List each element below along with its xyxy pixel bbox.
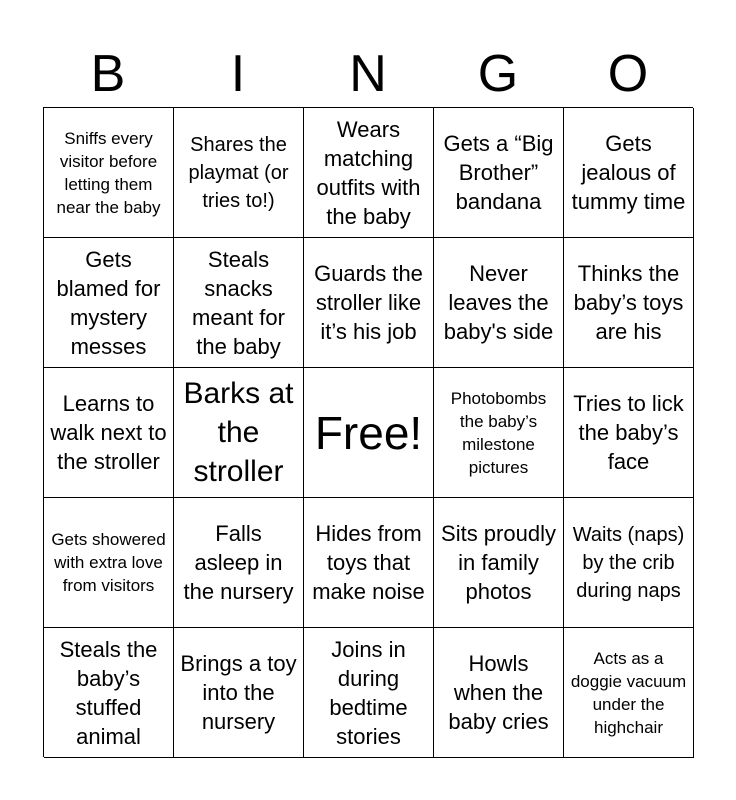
header-letter-g: G <box>477 45 519 103</box>
header-letter-o: O <box>607 45 649 103</box>
bingo-cell[interactable] <box>434 628 564 758</box>
bingo-cell[interactable] <box>44 108 174 238</box>
bingo-cell[interactable] <box>304 238 434 368</box>
cell-text: Howls when the baby cries <box>448 651 549 734</box>
cell-text: Shares the playmat (or tries to!) <box>188 133 289 212</box>
cell-text: Thinks the baby’s toys are his <box>573 261 684 344</box>
bingo-cell[interactable] <box>434 108 564 238</box>
bingo-cell[interactable] <box>174 108 304 238</box>
cell-text: Guards the stroller like it’s his job <box>314 261 423 344</box>
header-letter-b: B <box>90 45 126 103</box>
cell-text: Acts as a doggie vacuum under the highchair <box>570 648 687 737</box>
bingo-cell[interactable] <box>434 368 564 498</box>
cell-text: Photobombs the baby’s milestone pictures <box>450 388 547 477</box>
bingo-cell[interactable] <box>174 628 304 758</box>
bingo-header <box>43 40 693 108</box>
bingo-cell[interactable] <box>564 628 694 758</box>
cell-text: Gets a “Big Brother” bandana <box>443 131 554 214</box>
cell-text: Sits proudly in family photos <box>441 521 556 604</box>
bingo-cell[interactable] <box>434 238 564 368</box>
header-letter-i: I <box>230 45 246 103</box>
bingo-cell[interactable] <box>44 368 174 498</box>
cell-text: Never leaves the baby's side <box>443 261 554 344</box>
bingo-cell[interactable] <box>304 628 434 758</box>
cell-text: Joins in during bedtime stories <box>329 636 408 749</box>
bingo-grid <box>43 107 693 757</box>
cell-text: Gets blamed for mystery messes <box>56 246 161 359</box>
cell-text: Gets showered with extra love from visitors <box>51 530 166 595</box>
cell-text: Hides from toys that make noise <box>312 521 425 604</box>
free-space-text: Free! <box>314 406 423 459</box>
cell-text: Tries to lick the baby’s face <box>573 391 684 474</box>
cell-text: Gets jealous of tummy time <box>571 131 686 214</box>
bingo-cell[interactable] <box>564 108 694 238</box>
bingo-cell[interactable] <box>304 108 434 238</box>
bingo-cell[interactable] <box>564 238 694 368</box>
cell-text: Steals the baby’s stuffed animal <box>59 636 158 749</box>
bingo-cell[interactable] <box>564 368 694 498</box>
bingo-cell[interactable] <box>174 368 304 498</box>
cell-text: Steals snacks meant for the baby <box>192 246 285 359</box>
bingo-cell[interactable] <box>564 498 694 628</box>
bingo-cell[interactable] <box>174 498 304 628</box>
bingo-cell[interactable] <box>44 498 174 628</box>
header-letter-n: N <box>349 45 387 103</box>
bingo-cell[interactable] <box>44 238 174 368</box>
cell-text: Barks at the stroller <box>183 377 294 488</box>
bingo-cell[interactable] <box>174 238 304 368</box>
cell-text: Brings a toy into the nursery <box>180 651 297 734</box>
bingo-cell[interactable] <box>434 498 564 628</box>
cell-text: Sniffs every visitor before letting them near the baby <box>56 128 161 217</box>
cell-text: Wears matching outfits with the baby <box>316 116 421 229</box>
cell-text: Waits (naps) by the crib during naps <box>572 523 685 602</box>
cell-text: Falls asleep in the nursery <box>183 521 294 604</box>
bingo-cell[interactable] <box>304 498 434 628</box>
cell-text: Learns to walk next to the stroller <box>50 391 167 474</box>
free-space-cell[interactable] <box>304 368 434 498</box>
bingo-cell[interactable] <box>44 628 174 758</box>
